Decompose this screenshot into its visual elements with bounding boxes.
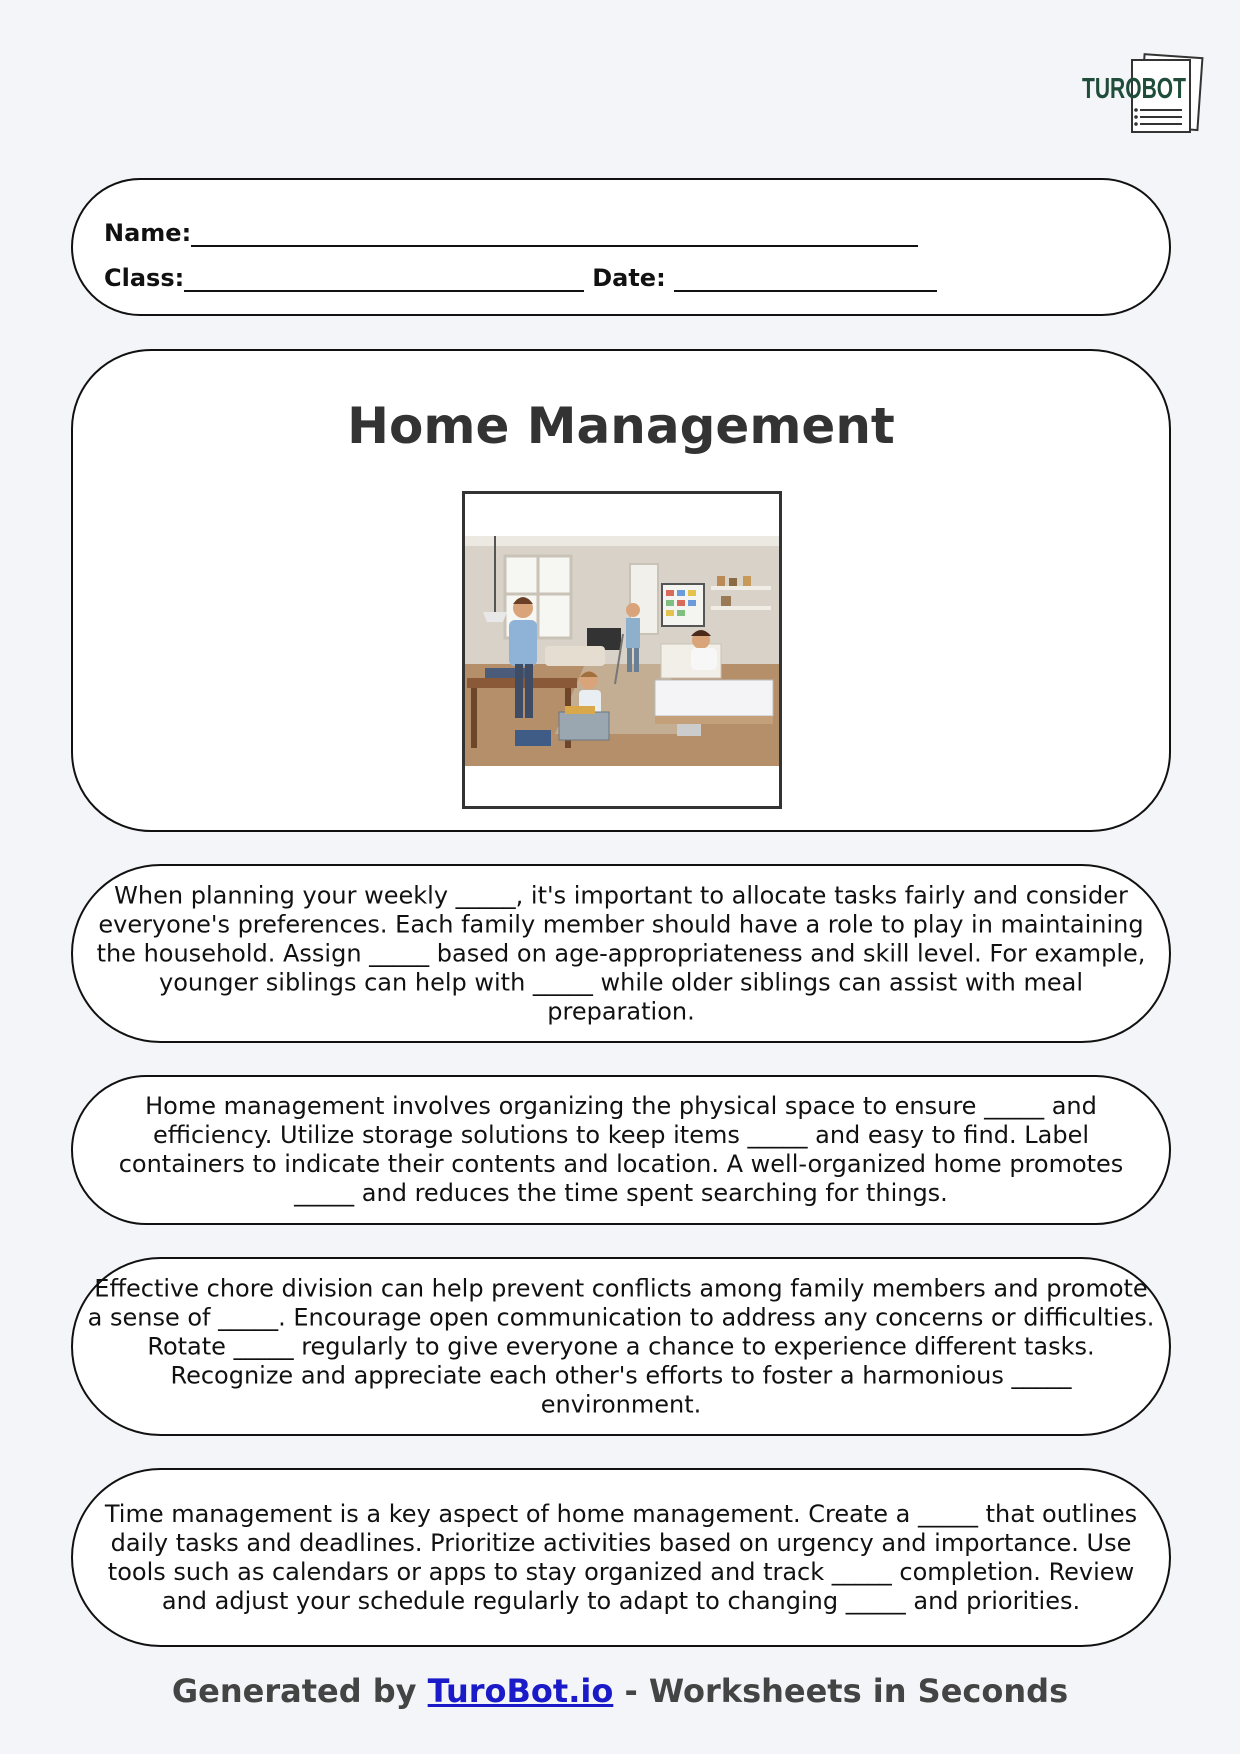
footer	[0, 1672, 1240, 1710]
footer-suffix: - Worksheets in Seconds	[613, 1672, 1069, 1710]
student-info-box	[71, 178, 1171, 316]
date-label: Date:	[592, 264, 666, 292]
passage-box-4	[71, 1468, 1171, 1647]
passage-box-1	[71, 864, 1171, 1043]
footer-prefix: Generated by	[171, 1672, 428, 1710]
date-field[interactable]	[674, 268, 937, 292]
turobot-link[interactable]: TuroBot.io	[427, 1672, 614, 1710]
logo-text: TUROBOT	[1082, 73, 1187, 105]
passage-text-3: Effective chore division can help prevent conflicts among family members and promote a sense of _____. Encourage open communication to address any concerns or difficulties. Rotate _____ regularly to give everyone a chance to experience different tasks. Recognize and appreciate each other's efforts to foster a harmonious _____ environment.	[87, 1274, 1155, 1418]
name-field[interactable]	[191, 223, 918, 247]
passage-text-1: When planning your weekly _____, it's important to allocate tasks fairly and consider everyone's preferences. Each family member should have a role to play in maintaining the household. Assign _____ based on age-appropriateness and skill level. For example, younger siblings can help with _____ while older siblings can assist with meal preparation.	[96, 881, 1146, 1025]
title-box	[71, 349, 1171, 832]
turobot-logo	[1080, 54, 1204, 140]
family-cleaning-house-photo	[462, 491, 782, 809]
passage-box-2	[71, 1075, 1171, 1225]
passage-text-2: Home management involves organizing the physical space to ensure _____ and efficiency. Utilize storage solutions to keep items _____ and easy to find. Label containers to indicate their contents and location. A well-organized home promotes _____ and reduces the time spent searching for things.	[118, 1092, 1124, 1207]
passage-box-3	[71, 1257, 1171, 1436]
class-label: Class:	[104, 264, 185, 292]
name-label: Name:	[104, 219, 192, 247]
worksheet-title: Home Management	[347, 397, 895, 455]
class-field[interactable]	[184, 268, 584, 292]
passage-text-4: Time management is a key aspect of home management. Create a _____ that outlines daily tasks and deadlines. Prioritize activities based on urgency and importance. Use tools such as calendars or apps to stay organized and track _____ completion. Review and adjust your schedule regularly to adapt to changing _____ and priorities.	[104, 1499, 1138, 1615]
